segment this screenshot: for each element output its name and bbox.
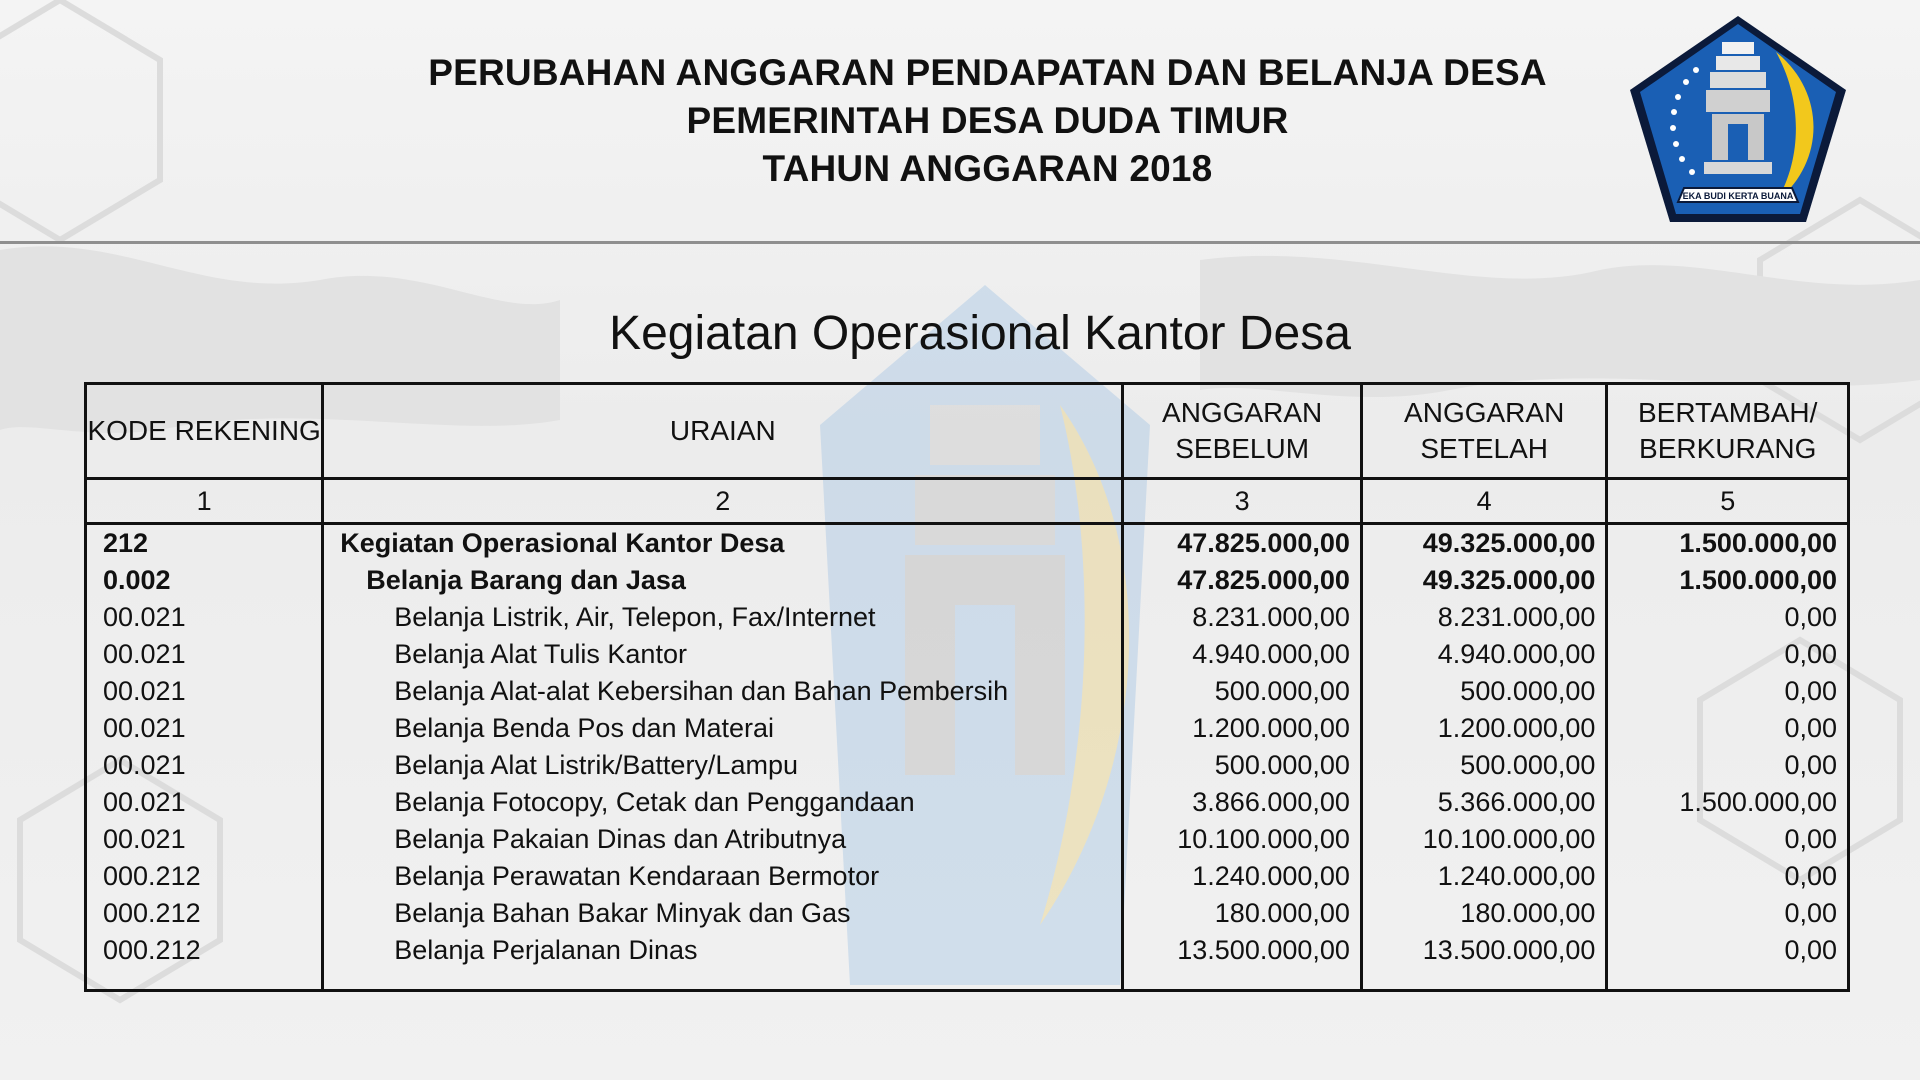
row-code: 00.021 xyxy=(86,821,323,858)
table-row xyxy=(86,932,1849,969)
row-code: 000.212 xyxy=(86,932,323,969)
regency-emblem-logo xyxy=(1626,12,1850,226)
column-number: 5 xyxy=(1607,479,1849,524)
row-code: 000.212 xyxy=(86,895,323,932)
row-amount-difference: 1.500.000,00 xyxy=(1607,784,1849,821)
row-amount-before: 180.000,00 xyxy=(1123,895,1362,932)
row-description: Kegiatan Operasional Kantor Desa xyxy=(323,524,1123,563)
row-amount-difference: 0,00 xyxy=(1607,747,1849,784)
row-code: 212 xyxy=(86,524,323,563)
row-amount-after: 1.240.000,00 xyxy=(1361,858,1607,895)
column-number: 3 xyxy=(1123,479,1362,524)
row-amount-before: 3.866.000,00 xyxy=(1123,784,1362,821)
header-anggaran-setelah-line1: ANGGARAN xyxy=(1404,396,1565,428)
row-code: 00.021 xyxy=(86,599,323,636)
row-amount-after: 1.200.000,00 xyxy=(1361,710,1607,747)
table-row xyxy=(86,599,1849,636)
row-amount-after: 8.231.000,00 xyxy=(1361,599,1607,636)
row-code: 00.021 xyxy=(86,710,323,747)
header-divider xyxy=(0,241,1920,244)
table-body xyxy=(86,524,1849,991)
column-number: 4 xyxy=(1361,479,1607,524)
column-number: 2 xyxy=(323,479,1123,524)
row-description: Belanja Alat Tulis Kantor xyxy=(323,636,1123,673)
table-row xyxy=(86,821,1849,858)
row-amount-after: 4.940.000,00 xyxy=(1361,636,1607,673)
row-code: 0.002 xyxy=(86,562,323,599)
table-row xyxy=(86,747,1849,784)
row-description: Belanja Fotocopy, Cetak dan Penggandaan xyxy=(323,784,1123,821)
row-code: 00.021 xyxy=(86,784,323,821)
section-title: Kegiatan Operasional Kantor Desa xyxy=(609,307,1351,360)
row-amount-before: 8.231.000,00 xyxy=(1123,599,1362,636)
row-code: 000.212 xyxy=(86,858,323,895)
row-amount-before: 4.940.000,00 xyxy=(1123,636,1362,673)
header-title-line-3: TAHUN ANGGARAN 2018 xyxy=(762,148,1213,189)
table-row xyxy=(86,784,1849,821)
spacer-cell xyxy=(86,969,323,991)
header-title-line-1: PERUBAHAN ANGGARAN PENDAPATAN DAN BELANJA DESA xyxy=(428,52,1547,93)
table-spacer-row xyxy=(86,969,1849,991)
row-amount-difference: 0,00 xyxy=(1607,599,1849,636)
row-amount-after: 49.325.000,00 xyxy=(1361,524,1607,563)
row-description: Belanja Barang dan Jasa xyxy=(323,562,1123,599)
row-amount-difference: 0,00 xyxy=(1607,636,1849,673)
row-description: Belanja Pakaian Dinas dan Atributnya xyxy=(323,821,1123,858)
table-row xyxy=(86,710,1849,747)
row-description: Belanja Alat-alat Kebersihan dan Bahan Pembersih xyxy=(323,673,1123,710)
spacer-cell xyxy=(1361,969,1607,991)
header-title-line-2: PEMERINTAH DESA DUDA TIMUR xyxy=(686,100,1289,141)
row-amount-before: 1.240.000,00 xyxy=(1123,858,1362,895)
row-amount-after: 500.000,00 xyxy=(1361,673,1607,710)
row-amount-difference: 1.500.000,00 xyxy=(1607,524,1849,563)
row-amount-before: 47.825.000,00 xyxy=(1123,562,1362,599)
page-header xyxy=(0,0,1920,242)
row-code: 00.021 xyxy=(86,636,323,673)
row-amount-before: 500.000,00 xyxy=(1123,747,1362,784)
row-amount-after: 10.100.000,00 xyxy=(1361,821,1607,858)
header-bertambah-line1: BERTAMBAH/ xyxy=(1637,396,1818,428)
header-uraian: URAIAN xyxy=(323,384,1123,479)
row-amount-difference: 0,00 xyxy=(1607,673,1849,710)
row-description: Belanja Perjalanan Dinas xyxy=(323,932,1123,969)
logo-motto-text: EKA BUDI KERTA BUANA xyxy=(1682,191,1794,201)
row-amount-difference: 0,00 xyxy=(1607,895,1849,932)
row-amount-before: 13.500.000,00 xyxy=(1123,932,1362,969)
column-number-row xyxy=(86,479,1849,524)
header-anggaran-setelah xyxy=(1361,384,1607,479)
row-amount-before: 1.200.000,00 xyxy=(1123,710,1362,747)
column-number: 1 xyxy=(86,479,323,524)
row-description: Belanja Bahan Bakar Minyak dan Gas xyxy=(323,895,1123,932)
header-bertambah-berkurang xyxy=(1607,384,1849,479)
table-row xyxy=(86,895,1849,932)
header-bertambah-line2: BERKURANG xyxy=(1639,433,1817,464)
row-amount-after: 13.500.000,00 xyxy=(1361,932,1607,969)
row-amount-difference: 1.500.000,00 xyxy=(1607,562,1849,599)
header-anggaran-sebelum xyxy=(1123,384,1362,479)
table-row xyxy=(86,636,1849,673)
row-description: Belanja Perawatan Kendaraan Bermotor xyxy=(323,858,1123,895)
spacer-cell xyxy=(1123,969,1362,991)
row-amount-before: 10.100.000,00 xyxy=(1123,821,1362,858)
row-amount-difference: 0,00 xyxy=(1607,710,1849,747)
table-row xyxy=(86,858,1849,895)
row-code: 00.021 xyxy=(86,673,323,710)
row-description: Belanja Listrik, Air, Telepon, Fax/Internet xyxy=(323,599,1123,636)
row-amount-after: 49.325.000,00 xyxy=(1361,562,1607,599)
row-amount-after: 180.000,00 xyxy=(1361,895,1607,932)
table-row xyxy=(86,562,1849,599)
header-anggaran-sebelum-line1: ANGGARAN xyxy=(1162,396,1323,428)
header-kode-rekening: KODE REKENING xyxy=(86,384,323,479)
row-description: Belanja Alat Listrik/Battery/Lampu xyxy=(323,747,1123,784)
row-amount-before: 500.000,00 xyxy=(1123,673,1362,710)
row-amount-before: 47.825.000,00 xyxy=(1123,524,1362,563)
header-anggaran-sebelum-line2: SEBELUM xyxy=(1175,433,1310,464)
row-amount-difference: 0,00 xyxy=(1607,821,1849,858)
row-amount-difference: 0,00 xyxy=(1607,932,1849,969)
table-header-row xyxy=(86,384,1849,479)
table-row xyxy=(86,673,1849,710)
row-description: Belanja Benda Pos dan Materai xyxy=(323,710,1123,747)
row-amount-after: 5.366.000,00 xyxy=(1361,784,1607,821)
row-amount-after: 500.000,00 xyxy=(1361,747,1607,784)
row-amount-difference: 0,00 xyxy=(1607,858,1849,895)
row-code: 00.021 xyxy=(86,747,323,784)
spacer-cell xyxy=(323,969,1123,991)
header-anggaran-setelah-line2: SETELAH xyxy=(1420,433,1548,464)
table-row xyxy=(86,524,1849,563)
spacer-cell xyxy=(1607,969,1849,991)
budget-table xyxy=(84,382,1850,992)
